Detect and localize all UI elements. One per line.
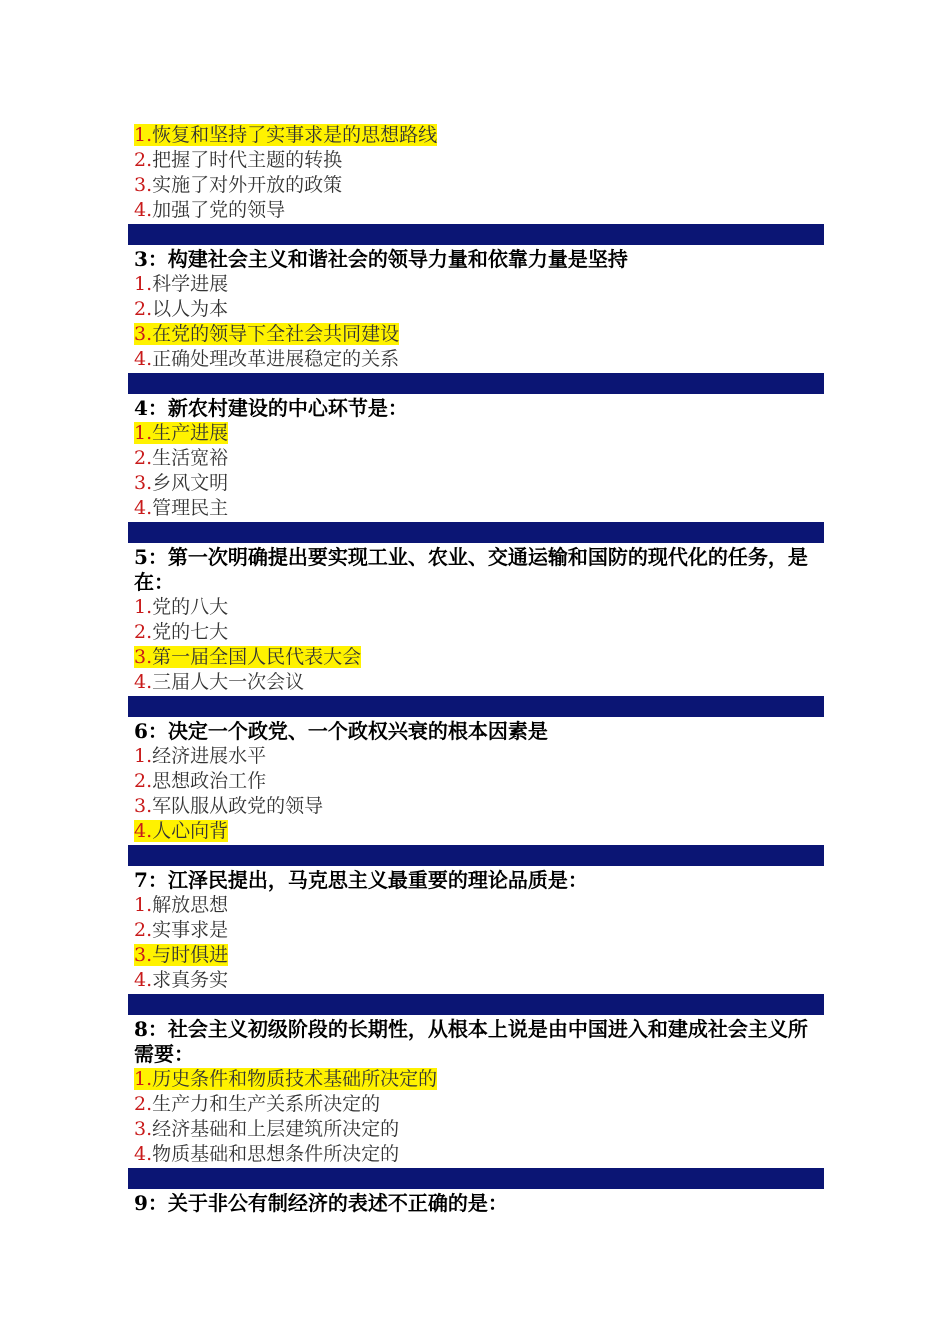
option-number: 4. (134, 1143, 153, 1165)
option-number: 2. (134, 919, 153, 941)
option-number: 1. (134, 422, 153, 444)
answer-option (128, 471, 824, 496)
question-prompt: 社会主义初级阶段的长期性，从根本上说是由中国进入和建成社会主义所需要： (134, 1017, 808, 1066)
option-content (134, 174, 342, 196)
option-text: 三届人大一次会议 (152, 671, 305, 693)
option-number: 3. (134, 1118, 153, 1140)
answer-option (128, 297, 824, 322)
option-text: 科学进展 (152, 273, 229, 295)
question-text (128, 1017, 824, 1067)
option-text: 以人为本 (152, 298, 229, 320)
option-content (134, 273, 228, 295)
option-text: 生活宽裕 (152, 447, 229, 469)
option-number: 2. (134, 621, 153, 643)
answer-option-highlighted (128, 123, 824, 148)
option-content (134, 646, 361, 668)
option-text: 恢复和坚持了实事求是的思想路线 (152, 124, 438, 146)
question-text (128, 868, 824, 893)
option-content (134, 596, 228, 618)
option-number: 4. (134, 969, 153, 991)
answer-option (128, 1142, 824, 1167)
option-number: 4. (134, 671, 153, 693)
question-number: 9： (134, 1191, 168, 1215)
option-content (134, 1143, 399, 1165)
option-content (134, 1068, 437, 1090)
option-text: 求真务实 (152, 969, 229, 991)
answer-option (128, 272, 824, 297)
option-number: 4. (134, 497, 153, 519)
option-text: 经济基础和上层建筑所决定的 (152, 1118, 400, 1140)
question-block (128, 247, 824, 372)
answer-option-highlighted (128, 819, 824, 844)
option-content (134, 348, 399, 370)
question-block (128, 868, 824, 993)
option-number: 3. (134, 646, 153, 668)
question-number: 7： (134, 868, 168, 892)
answer-option-highlighted (128, 943, 824, 968)
option-number: 1. (134, 894, 153, 916)
option-content (134, 671, 304, 693)
answer-option (128, 446, 824, 471)
question-number: 6： (134, 719, 168, 743)
answer-option (128, 744, 824, 769)
answer-option (128, 918, 824, 943)
option-content (134, 149, 342, 171)
option-number: 3. (134, 795, 153, 817)
question-prompt: 关于非公有制经济的表述不正确的是： (167, 1191, 508, 1215)
answer-option-highlighted (128, 1067, 824, 1092)
option-number: 1. (134, 273, 153, 295)
option-number: 3. (134, 323, 153, 345)
question-block (128, 1191, 824, 1216)
question-number: 3： (134, 247, 168, 271)
option-content (134, 919, 228, 941)
question-text (128, 545, 824, 595)
answer-option (128, 620, 824, 645)
option-text: 正确处理改革进展稳定的关系 (152, 348, 400, 370)
option-text: 加强了党的领导 (152, 199, 286, 221)
answer-option-highlighted (128, 322, 824, 347)
option-content (134, 298, 228, 320)
option-content (134, 770, 266, 792)
option-text: 把握了时代主题的转换 (152, 149, 343, 171)
question-separator-bar (128, 696, 824, 717)
answer-option (128, 893, 824, 918)
option-content (134, 944, 228, 966)
answer-option (128, 670, 824, 695)
option-content (134, 1118, 399, 1140)
option-content (134, 447, 228, 469)
answer-option (128, 347, 824, 372)
option-text: 解放思想 (152, 894, 229, 916)
option-number: 3. (134, 472, 153, 494)
question-prompt: 第一次明确提出要实现工业、农业、交通运输和国防的现代化的任务，是在： (134, 545, 808, 594)
option-text: 生产力和生产关系所决定的 (152, 1093, 381, 1115)
question-prompt: 新农村建设的中心环节是： (167, 396, 408, 420)
option-text: 军队服从政党的领导 (152, 795, 324, 817)
question-separator-bar (128, 1168, 824, 1189)
answer-option (128, 496, 824, 521)
option-text: 历史条件和物质技术基础所决定的 (152, 1068, 438, 1090)
option-content (134, 497, 228, 519)
question-text (128, 1191, 824, 1216)
option-text: 生产进展 (152, 422, 229, 444)
question-separator-bar (128, 994, 824, 1015)
option-content (134, 472, 228, 494)
answer-option (128, 173, 824, 198)
answer-option (128, 769, 824, 794)
option-content (134, 124, 437, 146)
option-number: 4. (134, 820, 153, 842)
question-block (128, 396, 824, 521)
option-number: 4. (134, 199, 153, 221)
question-number: 5： (134, 545, 168, 569)
option-number: 2. (134, 149, 153, 171)
option-text: 实施了对外开放的政策 (152, 174, 343, 196)
question-number: 8： (134, 1017, 168, 1041)
question-separator-bar (128, 224, 824, 245)
answer-option (128, 968, 824, 993)
option-text: 与时俱进 (152, 944, 229, 966)
option-text: 乡风文明 (152, 472, 229, 494)
option-text: 第一届全国人民代表大会 (152, 646, 362, 668)
question-separator-bar (128, 373, 824, 394)
question-block (128, 719, 824, 844)
option-number: 3. (134, 174, 153, 196)
option-text: 在党的领导下全社会共同建设 (152, 323, 400, 345)
option-content (134, 894, 228, 916)
option-content (134, 969, 228, 991)
question-prompt: 构建社会主义和谐社会的领导力量和依靠力量是坚持 (167, 247, 628, 271)
option-text: 党的八大 (152, 596, 229, 618)
question-prompt: 江泽民提出，马克思主义最重要的理论品质是： (167, 868, 588, 892)
question-document (128, 123, 824, 1216)
option-number: 2. (134, 1093, 153, 1115)
answer-option (128, 198, 824, 223)
option-number: 1. (134, 124, 153, 146)
question-separator-bar (128, 522, 824, 543)
question-text (128, 396, 824, 421)
question-number: 4： (134, 396, 168, 420)
option-content (134, 323, 399, 345)
question-block (128, 1017, 824, 1167)
question-prompt: 决定一个政党、一个政权兴衰的根本因素是 (167, 719, 548, 743)
option-content (134, 820, 228, 842)
option-content (134, 422, 228, 444)
option-content (134, 621, 228, 643)
option-text: 人心向背 (152, 820, 229, 842)
question-block (128, 123, 824, 223)
answer-option (128, 794, 824, 819)
option-number: 1. (134, 1068, 153, 1090)
question-text (128, 719, 824, 744)
option-number: 1. (134, 596, 153, 618)
option-number: 2. (134, 298, 153, 320)
option-text: 党的七大 (152, 621, 229, 643)
answer-option-highlighted (128, 645, 824, 670)
option-text: 物质基础和思想条件所决定的 (152, 1143, 400, 1165)
option-text: 经济进展水平 (152, 745, 267, 767)
answer-option (128, 595, 824, 620)
option-text: 管理民主 (152, 497, 229, 519)
option-number: 2. (134, 770, 153, 792)
option-text: 实事求是 (152, 919, 229, 941)
question-text (128, 247, 824, 272)
option-content (134, 199, 285, 221)
option-content (134, 1093, 380, 1115)
question-separator-bar (128, 845, 824, 866)
question-block (128, 545, 824, 695)
answer-option (128, 1092, 824, 1117)
answer-option (128, 148, 824, 173)
option-content (134, 745, 266, 767)
option-number: 1. (134, 745, 153, 767)
answer-option-highlighted (128, 421, 824, 446)
option-content (134, 795, 323, 817)
answer-option (128, 1117, 824, 1142)
option-number: 4. (134, 348, 153, 370)
option-number: 2. (134, 447, 153, 469)
option-text: 思想政治工作 (152, 770, 267, 792)
option-number: 3. (134, 944, 153, 966)
